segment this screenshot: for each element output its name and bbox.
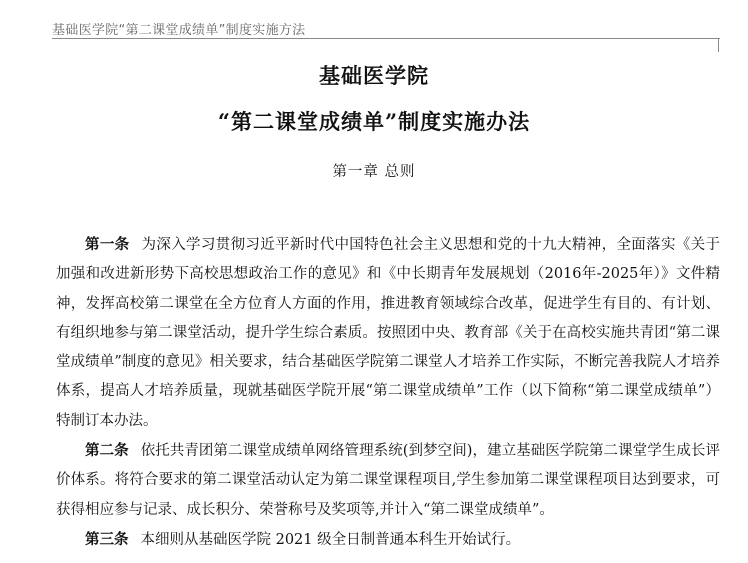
article-2 (56, 436, 720, 525)
article-2-text: 依托共青团第二课堂成绩单网络管理系统(到梦空间)，建立基础医学院第二课堂学生成长评价体系。将符合要求的第二课堂活动认定为第二课堂课程项目,学生参加第二课堂课程项目达到要求，可获得相应参与记录、成长积分、荣誉称号及奖项等,并计入“第二课堂成绩单”。 (56, 443, 720, 518)
article-3-label: 第三条 (85, 530, 129, 548)
article-1 (56, 230, 720, 436)
article-1-text: 为深入学习贯彻习近平新时代中国特色社会主义思想和党的十九大精神，全面落实《关于加强和改进新形势下高校思想政治工作的意见》和《中长期青年发展规划（2016年-2025年）》文件精神，发挥高校第二课堂在全方位育人方面的作用，推进教育领域综合改革，促进学生有目的、有计划、有组织地参与第二课堂活动，提升学生综合素质。按照团中央、教育部《关于在高校实施共青团“第二课堂成绩单”制度的意见》相关要求，结合基础医学院第二课堂人才培养工作实际，不断完善我院人才培养体系，提高人才培养质量，现就基础医学院开展“第二课堂成绩单”工作（以下简称“第二课堂成绩单”）特制订本办法。 (56, 237, 721, 429)
article-3-text: 本细则从基础医学院 2021 级全日制普通本科生开始试行。 (140, 531, 521, 548)
running-header: 基础医学院“第二课堂成绩单”制度实施方法 (52, 23, 306, 38)
document-body (56, 230, 720, 555)
article-2-label: 第二条 (85, 442, 129, 460)
doc-title-line2: “第二课堂成绩单”制度实施办法 (217, 109, 531, 134)
article-3 (56, 525, 720, 555)
page-corner-mark (718, 38, 719, 52)
article-1-label: 第一条 (85, 236, 130, 253)
chapter-heading: 第一章 总则 (332, 164, 416, 180)
header-rule (52, 38, 720, 39)
doc-title-line1: 基础医学院 (319, 63, 429, 88)
